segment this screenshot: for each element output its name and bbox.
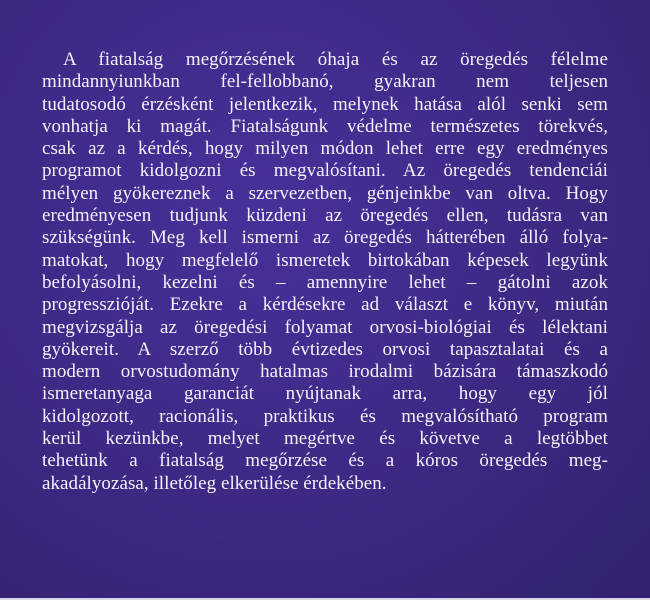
text-line: kidolgozott, racionális, praktikus és megvalósítható program [42, 405, 608, 427]
text-line: matokat, hogy megfelelő ismeretek birtokában képesek legyünk [42, 249, 608, 271]
text-line: A fiatalság megőrzésének óhaja és az öregedés félelme [63, 49, 608, 70]
text-line: tehetünk a fiatalság megőrzése és a kóros öregedés meg- [42, 450, 608, 472]
text-line: kerül kezünkbe, melyet megértve és követve a legtöbbet [42, 428, 608, 450]
text-line: gyökereit. A szerző több évtizedes orvosi tapasztalatai és a [42, 338, 608, 360]
text-line: ismeretanyaga garanciát nyújtanak arra, hogy egy jól [42, 383, 608, 405]
text-line: megvizsgálja az öregedési folyamat orvosi-biológiai és lélektani [42, 316, 608, 338]
text-line: akadályozása, illetőleg elkerülése érdekében. [42, 472, 387, 494]
text-line: szükségünk. Meg kell ismerni az öregedés hátterében álló folya- [42, 227, 608, 249]
text-line: mindannyiunkban fel-fellobbanó, gyakran nem teljesen [42, 71, 608, 93]
text-line: modern orvostudomány hatalmas irodalmi bázisára támaszkodó [42, 361, 608, 383]
text-line: vonhatja ki magát. Fiatalságunk védelme természetes törekvés, [42, 115, 608, 137]
text-line: programot kidolgozni és megvalósítani. Az öregedés tendenciái [42, 160, 608, 182]
text-line: progresszióját. Ezekre a kérdésekre ad választ e könyv, miután [42, 294, 608, 316]
text-line: eredményesen tudjunk küzdeni az öregedés ellen, tudásra van [42, 205, 608, 227]
text-line: tudatosodó érzésként jelentkezik, melynek hatása alól senki sem [42, 93, 608, 115]
text-line: csak az a kérdés, hogy milyen módon lehet erre egy eredményes [42, 138, 608, 160]
text-line: befolyásolni, kezelni és – amennyire lehet – gátolni azok [42, 271, 608, 293]
text-line: mélyen gyökereznek a szervezetben, génjeinkbe van oltva. Hogy [42, 182, 608, 204]
book-description [42, 49, 608, 495]
